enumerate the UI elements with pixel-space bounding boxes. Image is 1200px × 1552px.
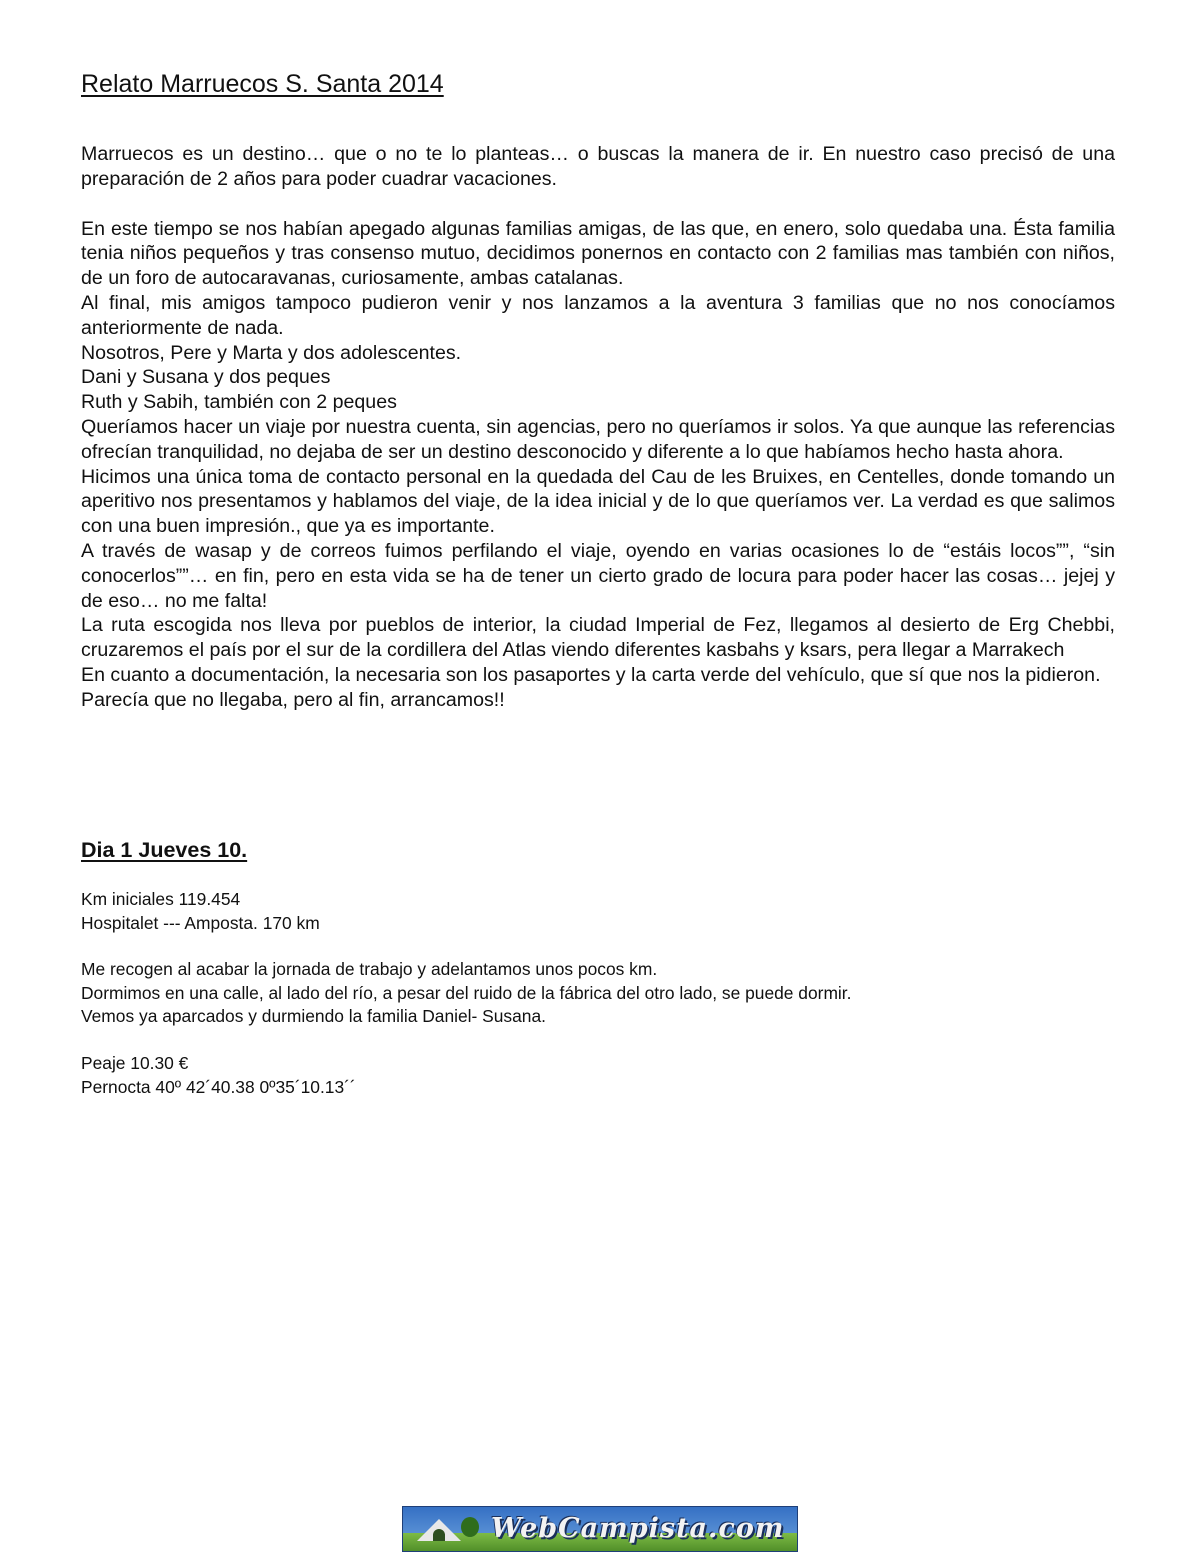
story-line: Me recogen al acabar la jornada de trabajo y adelantamos unos pocos km.: [81, 959, 658, 979]
story-line: Vemos ya aparcados y durmiendo la familia Daniel- Susana.: [81, 1006, 546, 1026]
cost-line: Peaje 10.30 €: [81, 1053, 189, 1073]
webcampista-logo[interactable]: [402, 1506, 798, 1552]
story-paragraphs: [81, 217, 1115, 713]
logo-text: WebCampista.com: [491, 1513, 785, 1544]
paragraph: Dani y Susana y dos peques: [81, 366, 331, 389]
intro-paragraph: Marruecos es un destino… que o no te lo planteas… o buscas la manera de ir. En nuestro caso precisó de una preparación de 2 años para poder cuadrar vacaciones.: [81, 143, 1115, 190]
day-heading: Dia 1 Jueves 10.: [81, 838, 248, 862]
paragraph: En este tiempo se nos habían apegado algunas familias amigas, de las que, en enero, solo quedaba una. Ésta familia tenia niños pequeños y tras consenso mutuo, decidimos ponernos en contacto con 2 familias mas también con niños, de un foro de autocaravanas, curiosamente, ambas catalanas.: [81, 217, 1115, 290]
km-line: Hospitalet --- Amposta. 170 km: [81, 912, 320, 933]
story-line: Dormimos en una calle, al lado del río, a pesar del ruido de la fábrica del otro lado, se puede dormir.: [81, 982, 852, 1003]
km-line: Km iniciales 119.454: [81, 889, 241, 909]
paragraph-gap: [81, 192, 1115, 217]
paragraph: Parecía que no llegaba, pero al fin, arrancamos!!: [81, 688, 505, 711]
paragraph: Al final, mis amigos tampoco pudieron venir y nos lanzamos a la aventura 3 familias que no nos conocíamos anteriormente de nada.: [81, 291, 1115, 339]
paragraph: Hicimos una única toma de contacto personal en la quedada del Cau de les Bruixes, en Centelles, donde tomando un aperitivo nos presentamos y hablamos del viaje, de la idea inicial y de lo que queríamos ver. La verdad es que salimos con una buen impresión., que ya es importante.: [81, 465, 1115, 538]
day-story: [81, 958, 1115, 1029]
tent-door-icon: [433, 1529, 445, 1541]
document-body: [81, 68, 1115, 713]
day-costs: [81, 1052, 1115, 1099]
km-info: [81, 888, 1115, 935]
document-title: Relato Marruecos S. Santa 2014: [81, 70, 444, 98]
paragraph: En cuanto a documentación, la necesaria son los pasaportes y la carta verde del vehículo, que sí que nos la pidieron.: [81, 663, 1101, 686]
paragraph: Ruth y Sabih, también con 2 peques: [81, 391, 397, 414]
paragraph: A través de wasap y de correos fuimos perfilando el viaje, oyendo en varias ocasiones lo de “estáis locos””, “sin conocerlos””… en fin, pero en esta vida se ha de tener un cierto grado de locura para poder hacer las cosas… jejej y de eso… no me falta!: [81, 539, 1115, 612]
paragraph: Queríamos hacer un viaje por nuestra cuenta, sin agencias, pero no queríamos ir solos. Ya que aunque las referencias ofrecían tranquilidad, no dejaba de ser un destino desconocido y diferente a lo que habíamos hecho hasta ahora.: [81, 415, 1115, 463]
tree-icon: [461, 1517, 479, 1537]
paragraph: Nosotros, Pere y Marta y dos adolescentes.: [81, 341, 462, 364]
cost-line: Pernocta 40º 42´40.38 0º35´10.13´´: [81, 1076, 356, 1097]
paragraph: La ruta escogida nos lleva por pueblos de interior, la ciudad Imperial de Fez, llegamos al desierto de Erg Chebbi, cruzaremos el país por el sur de la cordillera del Atlas viendo diferentes kasbahs y ksars, pera llegar a Marrakech: [81, 614, 1115, 662]
intro-block: [81, 142, 1115, 192]
